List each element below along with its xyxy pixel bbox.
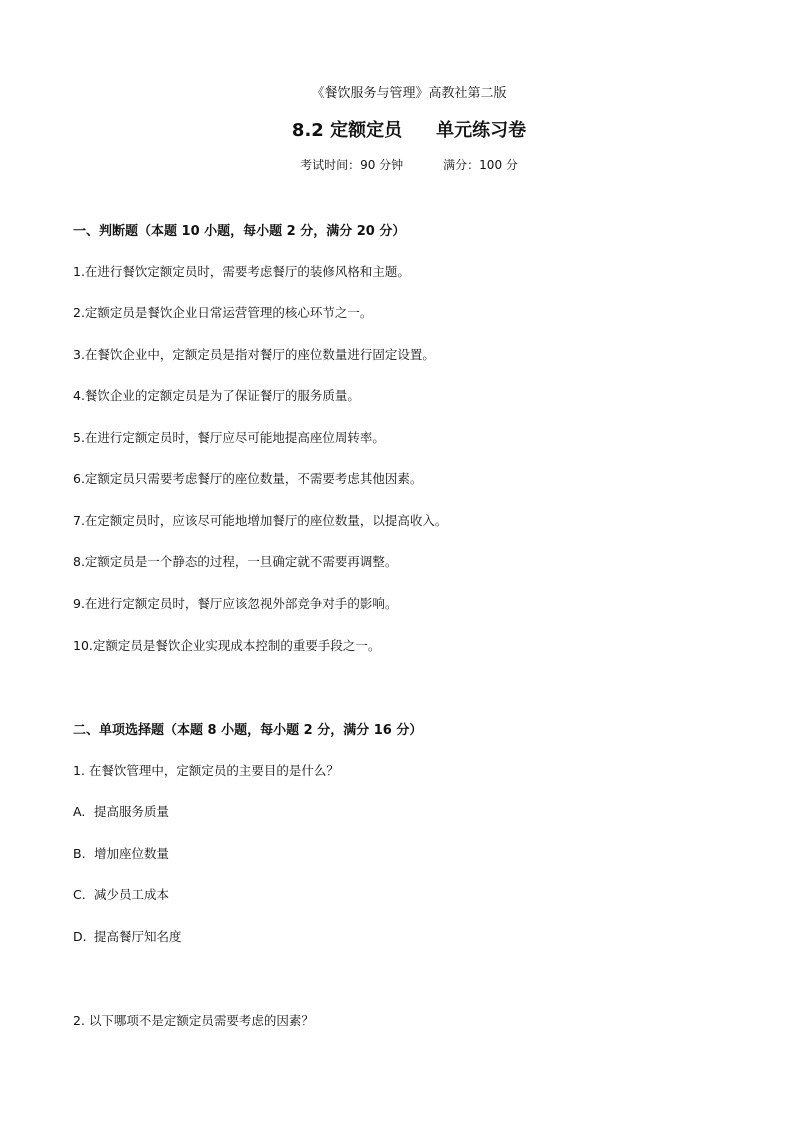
question-item: 1.在进行餐饮定额定员时，需要考虑餐厅的装修风格和主题。 <box>73 264 410 279</box>
option-letter: C. <box>73 887 86 902</box>
choice-option-d <box>73 927 182 945</box>
option-text: 减少员工成本 <box>94 887 170 902</box>
question-stem: 1. 在餐饮管理中，定额定员的主要目的是什么？ <box>73 763 339 778</box>
question-stem: 2. 以下哪项不是定额定员需要考虑的因素？ <box>73 1013 314 1028</box>
choice-option-b <box>73 844 169 862</box>
choice-option-c <box>73 885 169 903</box>
option-letter: D. <box>73 929 87 944</box>
exam-title-type: 单元练习卷 <box>436 120 527 141</box>
option-letter: A. <box>73 804 86 819</box>
exam-title <box>0 116 794 142</box>
question-item: 7.在定额定员时，应该尽可能地增加餐厅的座位数量，以提高收入。 <box>73 513 448 528</box>
choice-option-a <box>73 802 169 820</box>
exam-meta <box>0 156 794 173</box>
option-text: 增加座位数量 <box>94 846 170 861</box>
question-item: 4.餐饮企业的定额定员是为了保证餐厅的服务质量。 <box>73 388 360 403</box>
exam-time: 考试时间：90 分钟 <box>300 158 404 172</box>
section-heading-single-choice: 二、单项选择题（本题 8 小题，每小题 2 分，满分 16 分） <box>73 723 423 738</box>
option-text: 提高服务质量 <box>94 804 170 819</box>
question-item: 3.在餐饮企业中，定额定员是指对餐厅的座位数量进行固定设置。 <box>73 347 435 362</box>
question-item: 8.定额定员是一个静态的过程，一旦确定就不需要再调整。 <box>73 554 398 569</box>
option-letter: B. <box>73 846 86 861</box>
question-item: 2.定额定员是餐饮企业日常运营管理的核心环节之一。 <box>73 305 373 320</box>
question-item: 9.在进行定额定员时，餐厅应该忽视外部竞争对手的影响。 <box>73 596 398 611</box>
exam-score: 满分：100 分 <box>443 158 518 172</box>
question-item: 6.定额定员只需要考虑餐厅的座位数量，不需要考虑其他因素。 <box>73 471 423 486</box>
section-heading-true-false: 一、判断题（本题 10 小题，每小题 2 分，满分 20 分） <box>73 224 406 239</box>
question-item: 5.在进行定额定员时，餐厅应尽可能地提高座位周转率。 <box>73 430 385 445</box>
option-text: 提高餐厅知名度 <box>94 929 182 944</box>
question-item: 10.定额定员是餐饮企业实现成本控制的重要手段之一。 <box>73 638 381 653</box>
book-subtitle: 《餐饮服务与管理》高教社第二版 <box>311 86 507 101</box>
exam-title-topic: 8.2 定额定员 <box>291 120 403 141</box>
